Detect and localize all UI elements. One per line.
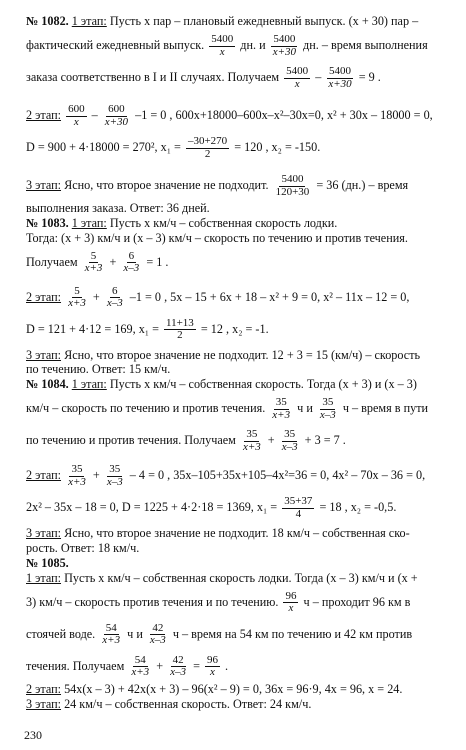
operator: + bbox=[106, 254, 120, 269]
fraction bbox=[241, 429, 263, 453]
text: . bbox=[221, 658, 229, 673]
text: ч – время на 54 км по течению и 42 км против bbox=[169, 626, 413, 641]
text: дн. – время выполнения bbox=[300, 37, 428, 52]
stage-label: 1 этап: bbox=[71, 215, 107, 230]
denominator: x–3 bbox=[149, 634, 166, 647]
numerator: 11+13 bbox=[166, 316, 194, 329]
denominator: x–3 bbox=[106, 297, 123, 310]
denominator: x–3 bbox=[170, 666, 187, 679]
denominator: x+3 bbox=[68, 475, 86, 488]
p1083-line1 bbox=[26, 216, 448, 231]
denominator: x bbox=[219, 45, 225, 58]
p1082-line2 bbox=[26, 29, 448, 61]
text: ч и bbox=[294, 401, 316, 416]
text: Пусть x пар – плановый ежедневный выпуск. (x + 30) пар – bbox=[106, 14, 419, 28]
numerator: 6 bbox=[112, 284, 118, 297]
text: Ясно, что второе значение не подходит. 18 км/ч – собственная ско- bbox=[61, 526, 410, 541]
fraction bbox=[164, 318, 196, 342]
p1082-line3 bbox=[26, 61, 448, 93]
text: Ясно, что второе значение не подходит. bbox=[61, 177, 272, 192]
fraction bbox=[83, 251, 105, 275]
p1082-answer: выполнения заказа. Ответ: 36 дней. bbox=[26, 200, 210, 215]
fraction bbox=[282, 496, 314, 520]
text: Пусть x км/ч – собственная скорость лодки. bbox=[106, 215, 338, 230]
operator: + bbox=[89, 289, 103, 304]
denominator: x+30 bbox=[272, 45, 296, 58]
operator: + bbox=[264, 433, 278, 448]
fraction bbox=[66, 286, 88, 310]
stage-label: 1 этап: bbox=[71, 14, 107, 28]
p1084-line2 bbox=[26, 392, 448, 424]
text: = 36 (дн.) – время bbox=[313, 177, 409, 192]
p1084-discriminant bbox=[26, 491, 448, 523]
operator: + bbox=[153, 658, 167, 673]
problem-number: № 1083. bbox=[26, 215, 69, 230]
denominator: x+30 bbox=[328, 77, 352, 90]
fraction bbox=[209, 34, 235, 58]
text: Пусть x км/ч – собственная скорость лодки. Тогда (x – 3) км/ч и (x + bbox=[61, 570, 418, 585]
p1082-stage2 bbox=[26, 99, 448, 131]
numerator: 5400 bbox=[329, 65, 352, 78]
fraction bbox=[66, 104, 87, 128]
text: D = 121 + 4·12 = 169, x₁ = bbox=[26, 321, 163, 336]
fraction bbox=[186, 136, 229, 160]
text: = 9 . bbox=[355, 69, 381, 84]
text: Получаем bbox=[26, 254, 81, 269]
p1082-discriminant bbox=[26, 131, 448, 163]
denominator: x+3 bbox=[242, 440, 261, 453]
fraction bbox=[103, 104, 130, 128]
text: Пусть x км/ч – собственная скорость. Тогда (x + 3) и (x – 3) bbox=[106, 377, 417, 392]
text: дн. и bbox=[237, 37, 269, 52]
fraction bbox=[318, 397, 338, 421]
text: = 12 , x₂ = -1. bbox=[197, 321, 269, 336]
stage-label: 2 этап: bbox=[26, 289, 62, 304]
text: + 3 = 7 . bbox=[301, 433, 346, 448]
numerator: 5400 bbox=[286, 65, 309, 78]
p1083-line3 bbox=[26, 246, 448, 278]
denominator: 4 bbox=[295, 507, 302, 520]
stage-label: 2 этап: bbox=[26, 468, 62, 483]
p1084-line1 bbox=[26, 377, 448, 392]
problem-number: № 1084. bbox=[26, 377, 69, 392]
fraction bbox=[148, 623, 168, 647]
text: = 18 , x₂ = -0,5. bbox=[316, 500, 397, 515]
p1085-number bbox=[26, 556, 448, 571]
numerator: 35 bbox=[322, 396, 334, 409]
problem-number: № 1085. bbox=[26, 555, 69, 570]
denominator: 2 bbox=[204, 147, 211, 160]
denominator: x–3 bbox=[123, 262, 140, 275]
numerator: 54 bbox=[134, 653, 146, 666]
text: D = 900 + 4·18000 = 270², x₁ = bbox=[26, 139, 184, 154]
text: –1 = 0 , 5x – 15 + 6x + 18 – x² + 9 = 0, x² – 11x – 12 = 0, bbox=[126, 289, 410, 304]
p1082-stage3 bbox=[26, 169, 448, 201]
denominator: x bbox=[73, 115, 79, 128]
fraction bbox=[274, 174, 312, 198]
denominator: x+3 bbox=[68, 297, 86, 310]
denominator: x+3 bbox=[272, 408, 291, 421]
fraction bbox=[271, 34, 298, 58]
numerator: 35 bbox=[109, 463, 121, 476]
p1084-answer: рость. Ответ: 18 км/ч. bbox=[26, 541, 140, 555]
p1085-stage2 bbox=[26, 682, 448, 697]
p1084-stage2 bbox=[26, 459, 448, 491]
p1085-line2 bbox=[26, 586, 448, 618]
stage-label: 3 этап: bbox=[26, 177, 62, 192]
p1085-line3 bbox=[26, 618, 448, 650]
denominator: x bbox=[210, 666, 215, 679]
p1083-stage2 bbox=[26, 281, 448, 313]
text: заказа соответственно в I и II случаях. Получаем bbox=[26, 69, 283, 84]
fraction bbox=[66, 464, 88, 488]
text: фактический ежедневный выпуск. bbox=[26, 37, 208, 52]
text: ч – проходит 96 км в bbox=[300, 594, 411, 609]
numerator: 5400 bbox=[211, 33, 234, 46]
text: ч и bbox=[124, 626, 146, 641]
fraction bbox=[283, 591, 298, 615]
text: течения. Получаем bbox=[26, 658, 128, 673]
numerator: 35 bbox=[246, 428, 258, 441]
numerator: 5400 bbox=[273, 33, 296, 46]
operator: – bbox=[88, 107, 101, 122]
numerator: 6 bbox=[128, 249, 135, 262]
p1083-stage3 bbox=[26, 348, 448, 363]
p1083-discriminant bbox=[26, 313, 448, 345]
text: = 120 , x₂ = -150. bbox=[231, 139, 321, 154]
p1085-line4 bbox=[26, 650, 448, 682]
text: 54x(x – 3) + 42x(x + 3) – 96(x² – 9) = 0, 36x = 96·9, 4x = 96, x = 24. bbox=[61, 681, 403, 696]
p1084-line3 bbox=[26, 424, 448, 456]
problem-number: № 1082. bbox=[26, 14, 69, 28]
text: 2x² – 35x – 18 = 0, D = 1225 + 4·2·18 = 1369, x₁ = bbox=[26, 500, 281, 515]
stage-label: 1 этап: bbox=[26, 570, 62, 585]
stage-label: 1 этап: bbox=[71, 377, 107, 392]
operator: = bbox=[190, 658, 203, 673]
numerator: 600 bbox=[68, 103, 85, 116]
text: – 4 = 0 , 35x–105+35x+105–4x²=36 = 0, 4x² – 70x – 36 = 0, bbox=[126, 468, 426, 483]
text: = 1 . bbox=[143, 254, 169, 269]
page-number: 230 bbox=[24, 728, 42, 742]
fraction bbox=[326, 66, 353, 90]
fraction bbox=[105, 464, 125, 488]
denominator: x bbox=[294, 77, 300, 90]
stage-label: 2 этап: bbox=[26, 681, 62, 696]
denominator: x–3 bbox=[319, 408, 336, 421]
text: ч – время в пути bbox=[339, 401, 429, 416]
numerator: 5400 bbox=[281, 173, 304, 186]
operator: + bbox=[89, 468, 103, 483]
text: 3) км/ч – скорость против течения и по течению. bbox=[26, 594, 282, 609]
p1083-answer: по течению. Ответ: 15 км/ч. bbox=[26, 362, 171, 377]
stage-label: 2 этап: bbox=[26, 107, 62, 122]
text: –1 = 0 , 600x+18000–600x–x²–30x=0, x² + 30x – 18000 = 0, bbox=[132, 107, 433, 122]
stage-label: 3 этап: bbox=[26, 347, 62, 362]
fraction bbox=[270, 397, 292, 421]
denominator: x–3 bbox=[281, 440, 298, 453]
numerator: 42 bbox=[172, 653, 184, 666]
fraction bbox=[105, 286, 125, 310]
fraction bbox=[205, 655, 220, 679]
denominator: x bbox=[288, 602, 294, 615]
text: по течению и против течения. Получаем bbox=[26, 433, 239, 448]
numerator: 96 bbox=[285, 589, 297, 602]
operator: – bbox=[312, 69, 325, 84]
text: 24 км/ч – собственная скорость. Ответ: 24 км/ч. bbox=[61, 696, 312, 711]
denominator: x+3 bbox=[84, 262, 103, 275]
p1082-line1 bbox=[26, 14, 448, 29]
denominator: x+3 bbox=[131, 666, 150, 679]
numerator: 5 bbox=[90, 249, 97, 262]
fraction bbox=[280, 429, 300, 453]
text: км/ч – скорость по течению и против течения. bbox=[26, 401, 269, 416]
numerator: –30+270 bbox=[187, 135, 228, 148]
numerator: 35 bbox=[284, 428, 296, 441]
denominator: x+3 bbox=[102, 634, 121, 647]
text: Ясно, что второе значение не подходит. 12 + 3 = 15 (км/ч) – скорость bbox=[61, 347, 421, 362]
numerator: 54 bbox=[105, 621, 117, 634]
denominator: x+30 bbox=[104, 115, 129, 128]
fraction bbox=[121, 251, 141, 275]
stage-label: 3 этап: bbox=[26, 526, 62, 541]
text: стоячей воде. bbox=[26, 626, 99, 641]
fraction bbox=[129, 655, 151, 679]
fraction bbox=[168, 655, 188, 679]
numerator: 35 bbox=[71, 463, 83, 476]
p1083-line2: Тогда: (x + 3) км/ч и (x – 3) км/ч – скорость по течению и против течения. bbox=[26, 230, 408, 245]
stage-label: 3 этап: bbox=[26, 696, 62, 711]
denominator: x–3 bbox=[106, 475, 123, 488]
numerator: 5 bbox=[74, 284, 80, 297]
denominator: 2 bbox=[177, 329, 183, 342]
numerator: 35 bbox=[275, 396, 287, 409]
fraction bbox=[100, 623, 122, 647]
denominator: 120+30 bbox=[275, 185, 310, 198]
numerator: 600 bbox=[108, 103, 125, 116]
p1085-line1 bbox=[26, 571, 448, 586]
p1085-stage3 bbox=[26, 697, 448, 712]
numerator: 42 bbox=[152, 621, 164, 634]
p1084-stage3 bbox=[26, 526, 448, 541]
numerator: 96 bbox=[206, 653, 218, 666]
fraction bbox=[284, 66, 310, 90]
numerator: 35+37 bbox=[284, 495, 313, 508]
